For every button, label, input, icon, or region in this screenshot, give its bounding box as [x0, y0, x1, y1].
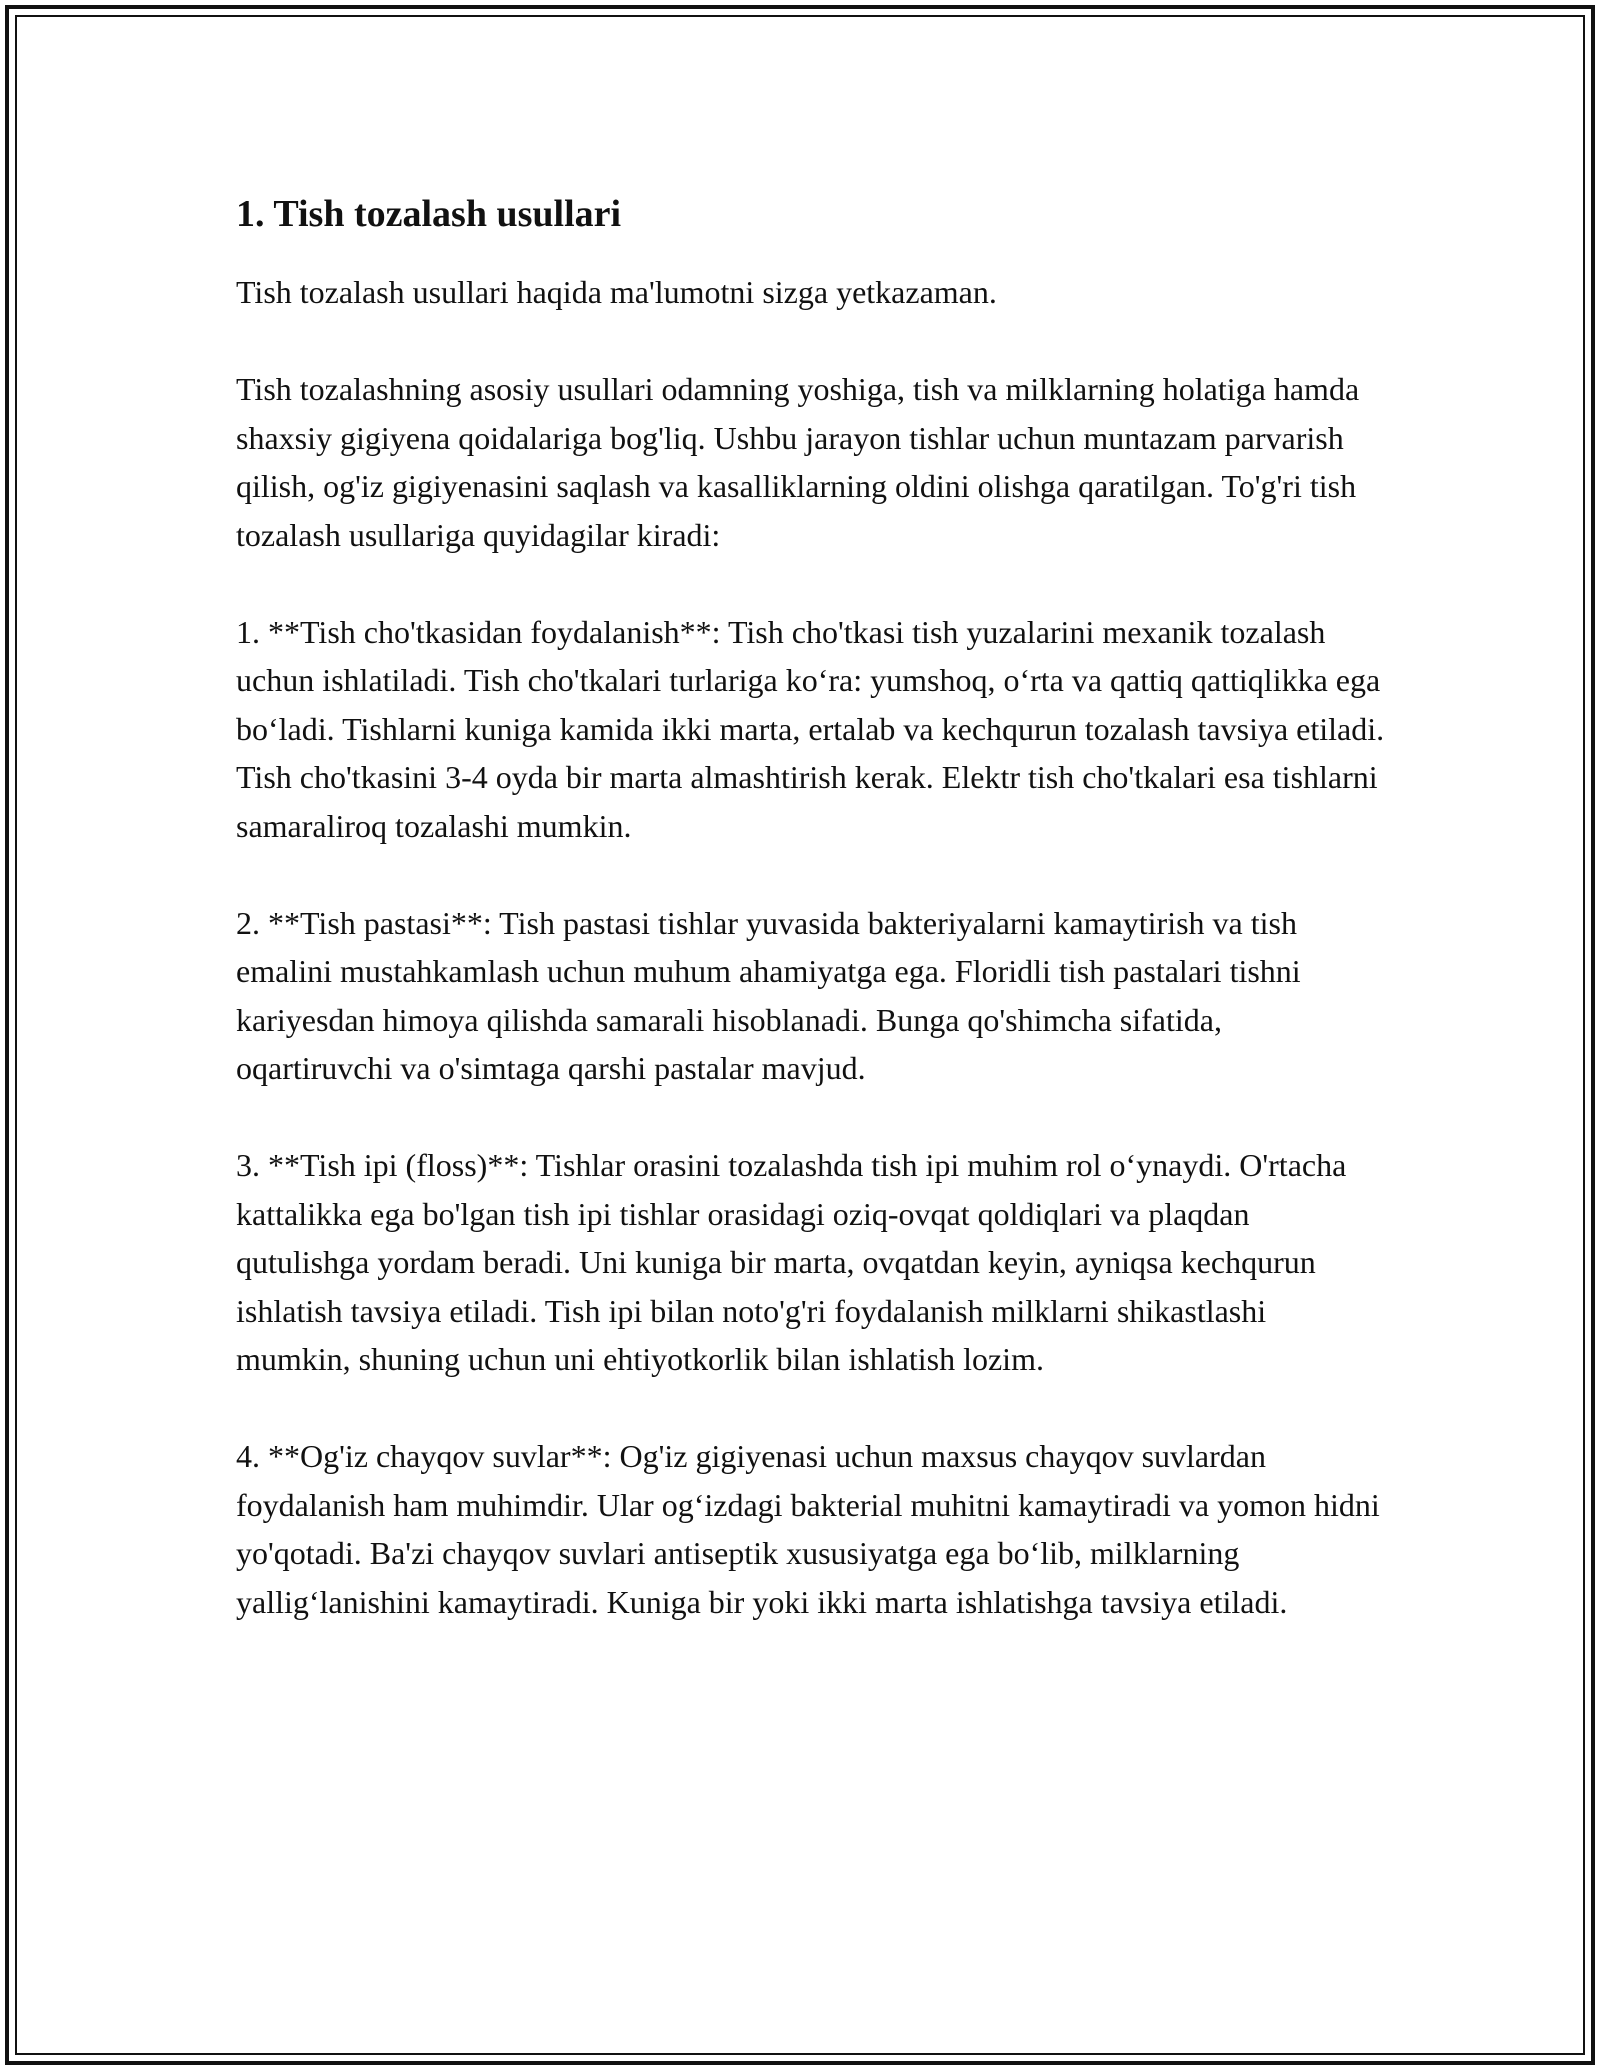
toothpaste-paragraph: 2. **Tish pastasi**: Tish pastasi tishlar yuvasida bakteriyalarni kamaytirish va tish emalini mustahkamlash uchun muhum ahamiyatga ega. Floridli tish pastalari tishni kariyesdan himoya qilishda samarali hisoblanadi. Bunga qo'shimcha sifatida, oqartiruvchi va o'simtaga qarshi pastalar mavjud. — [236, 904, 1301, 1086]
document-title: 1. Tish tozalash usullari — [236, 193, 622, 235]
overview-paragraph: Tish tozalashning asosiy usullari odamning yoshiga, tish va milklarning holatiga hamda shaxsiy gigiyena qoidalariga bog'liq. Ushbu jarayon tishlar uchun muntazam parvarish qilish, og'iz gigiyenasini saqlash va kasalliklarning oldini olishga qaratilgan. To'g'ri tish tozalash usullariga quyidagilar kiradi: — [236, 371, 1360, 553]
toothbrush-paragraph: 1. **Tish cho'tkasidan foydalanish**: Tish cho'tkasi tish yuzalarini mexanik tozalash uchun ishlatiladi. Tish cho'tkalari turlariga koʻra: yumshoq, oʻrta va qattiq qattiqlikka ega boʻladi. Tishlarni kuniga kamida ikki marta, ertalab va kechqurun tozalash tavsiya etiladi. Tish cho'tkasini 3-4 oyda bir marta almashtirish kerak. Elektr tish cho'tkalari esa tishlarni samaraliroq tozalashi mumkin. — [236, 613, 1385, 844]
mouthwash-paragraph: 4. **Og'iz chayqov suvlar**: Og'iz gigiyenasi uchun maxsus chayqov suvlardan foydalanish ham muhimdir. Ular ogʻizdagi bakterial muhitni kamaytiradi va yomon hidni yo'qotadi. Ba'zi chayqov suvlari antiseptik xususiyatga ega boʻlib, milklarning yalligʻlanishini kamaytiradi. Kuniga bir yoki ikki marta ishlatishga tavsiya etiladi. — [236, 1438, 1380, 1620]
intro-paragraph: Tish tozalash usullari haqida ma'lumotni sizga yetkazaman. — [236, 274, 997, 310]
floss-paragraph: 3. **Tish ipi (floss)**: Tishlar orasini tozalashda tish ipi muhim rol oʻynaydi. O'rtacha kattalikka ega bo'lgan tish ipi tishlar orasidagi oziq-ovqat qoldiqlari va plaqdan qutulishga yordam beradi. Uni kuniga bir marta, ovqatdan keyin, ayniqsa kechqurun ishlatish tavsiya etiladi. Tish ipi bilan noto'g'ri foydalanish milklarni shikastlashi mumkin, shuning uchun uni ehtiyotkorlik bilan ishlatish lozim. — [236, 1147, 1347, 1377]
document-body — [236, 186, 1386, 1675]
